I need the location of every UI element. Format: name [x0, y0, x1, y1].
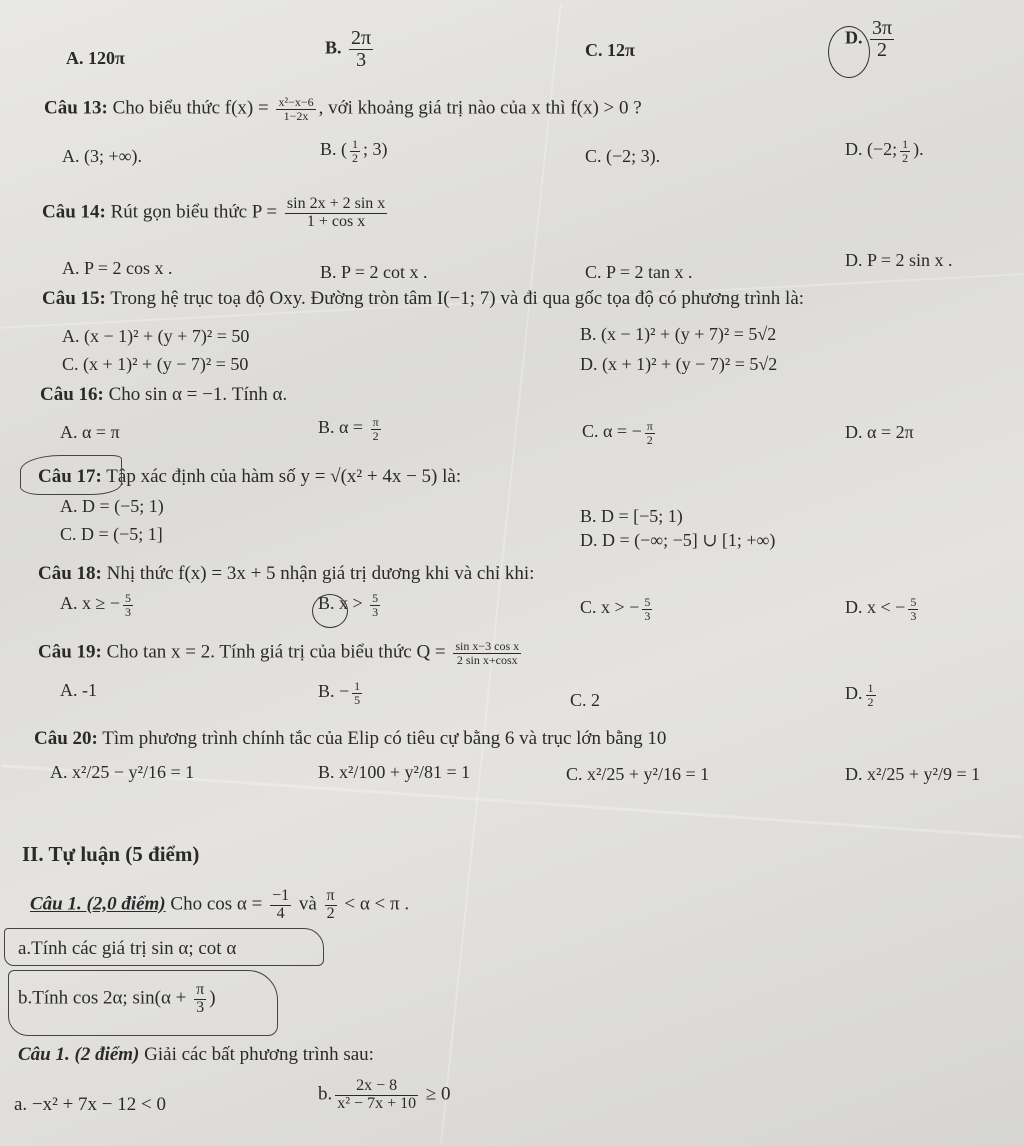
question-18: Câu 18: Nhị thức f(x) = 3x + 5 nhận giá trị dương khi và chỉ khi:: [38, 563, 535, 584]
essay-question-2: Câu 1. (2 điểm) Giải các bất phương trình sau:: [18, 1044, 374, 1065]
q14-option-c: C. P = 2 tan x .: [585, 262, 693, 282]
question-14: Câu 14: Rút gọn biểu thức P = $\frac{\text{sin 2x + 2 sin x}}{\text{1 + cos x}}$: [42, 195, 386, 230]
option-c: C. 12π: [585, 40, 635, 60]
hand-box: [4, 928, 324, 966]
q18-option-a: A. x ≥ − $\frac{5}{3}$: [60, 591, 132, 619]
q20-option-b: B. x²/100 + y²/81 = 1: [318, 762, 471, 782]
q14-option-d: D. P = 2 sin x .: [845, 250, 953, 270]
question-13: Câu 13: Cho biểu thức f(x) = $\frac{\text{x²−x−6}}{1-2x}$ , với khoảng giá trị nào của x thì f(x) > 0 ?: [44, 95, 642, 123]
q13-option-b: B. ( $\frac{1}{2}$ ; 3): [320, 137, 388, 165]
q17-option-a: A. D = (−5; 1): [60, 496, 164, 516]
q19-option-b: B. − $\frac{1}{5}$: [318, 679, 361, 707]
option-b: B. $\frac{2\pi}{3}$: [325, 27, 372, 71]
q17-option-b: B. D = [−5; 1): [580, 506, 683, 526]
question-17: Câu 17: Tập xác định của hàm số y = √(x² + 4x − 5) là:: [38, 466, 462, 487]
q14-option-b: B. P = 2 cot x .: [320, 262, 428, 282]
q18-option-b: B. x > $\frac{5}{3}$: [318, 591, 379, 619]
q16-option-c: C. α = − $\frac{\pi}{2}$: [582, 419, 653, 447]
essay-2b: b. $\frac{2x - 8}{\text{x² − 7x + 10}}$ ≥ 0: [318, 1077, 451, 1112]
q13-option-d: D. (−2; $\frac{1}{2}$ ).: [845, 137, 924, 165]
q15-option-c: C. (x + 1)² + (y − 7)² = 50: [62, 354, 249, 374]
q13-option-c: C. (−2; 3).: [585, 146, 661, 166]
q16-option-a: A. α = π: [60, 422, 120, 442]
q15-option-a: A. (x − 1)² + (y + 7)² = 50: [62, 326, 250, 346]
q16-option-b: B. α = $\frac{\pi}{2}$: [318, 415, 379, 443]
q20-option-a: A. x²/25 − y²/16 = 1: [50, 762, 195, 782]
q18-option-d: D. x < − $\frac{5}{3}$: [845, 595, 917, 623]
question-19: Câu 19: Cho tan x = 2. Tính giá trị của biểu thức Q = $\frac{\text{sin x−3 cos x}}{\text{2 sin x+cosx}}$: [38, 639, 520, 667]
essay-1b: b.Tính cos 2α; sin(α + $\frac{\pi}{3}$ ): [18, 981, 216, 1016]
essay-question-1: Câu 1. (2,0 điểm) Cho cos α = $\frac{-1}{4}$ và $\frac{\pi}{2}$ < α < π .: [30, 887, 410, 922]
question-16: Câu 16: Cho sin α = −1. Tính α.: [40, 384, 288, 405]
question-20: Câu 20: Tìm phương trình chính tắc của Elip có tiêu cự bằng 6 và trục lớn bằng 10: [34, 728, 667, 749]
q15-option-d: D. (x + 1)² + (y − 7)² = 5√2: [580, 354, 778, 374]
section-title: II. Tự luận (5 điểm): [22, 842, 200, 866]
q17-option-d: D. D = (−∞; −5] ∪ [1; +∞): [580, 530, 776, 550]
q19-option-d: D. $\frac{1}{2}$: [845, 681, 874, 709]
q20-option-c: C. x²/25 + y²/16 = 1: [566, 764, 710, 784]
q18-option-c: C. x > − $\frac{5}{3}$: [580, 595, 651, 623]
q14-option-a: A. P = 2 cos x .: [62, 258, 173, 278]
option-a: A. 120π: [66, 48, 125, 68]
essay-2a: a. −x² + 7x − 12 < 0: [14, 1094, 166, 1115]
essay-1a: a.Tính các giá trị sin α; cot α: [18, 938, 237, 959]
q17-option-c: C. D = (−5; 1]: [60, 524, 163, 544]
answer-circle: [312, 594, 348, 628]
q20-option-d: D. x²/25 + y²/9 = 1: [845, 764, 981, 784]
hand-box: [8, 970, 278, 1036]
q19-option-c: C. 2: [570, 690, 601, 710]
hand-underline: [20, 455, 122, 495]
q16-option-d: D. α = 2π: [845, 422, 914, 442]
question-15: Câu 15: Trong hệ trục toạ độ Oxy. Đường tròn tâm I(−1; 7) và đi qua gốc tọa độ có phương trình là:: [42, 288, 805, 309]
q19-option-a: A. -1: [60, 680, 97, 700]
option-d: D. $\frac{3\pi}{2}$: [845, 17, 893, 61]
q13-option-a: A. (3; +∞).: [62, 146, 142, 166]
q15-option-b: B. (x − 1)² + (y + 7)² = 5√2: [580, 324, 777, 344]
answer-circle: [828, 26, 870, 78]
